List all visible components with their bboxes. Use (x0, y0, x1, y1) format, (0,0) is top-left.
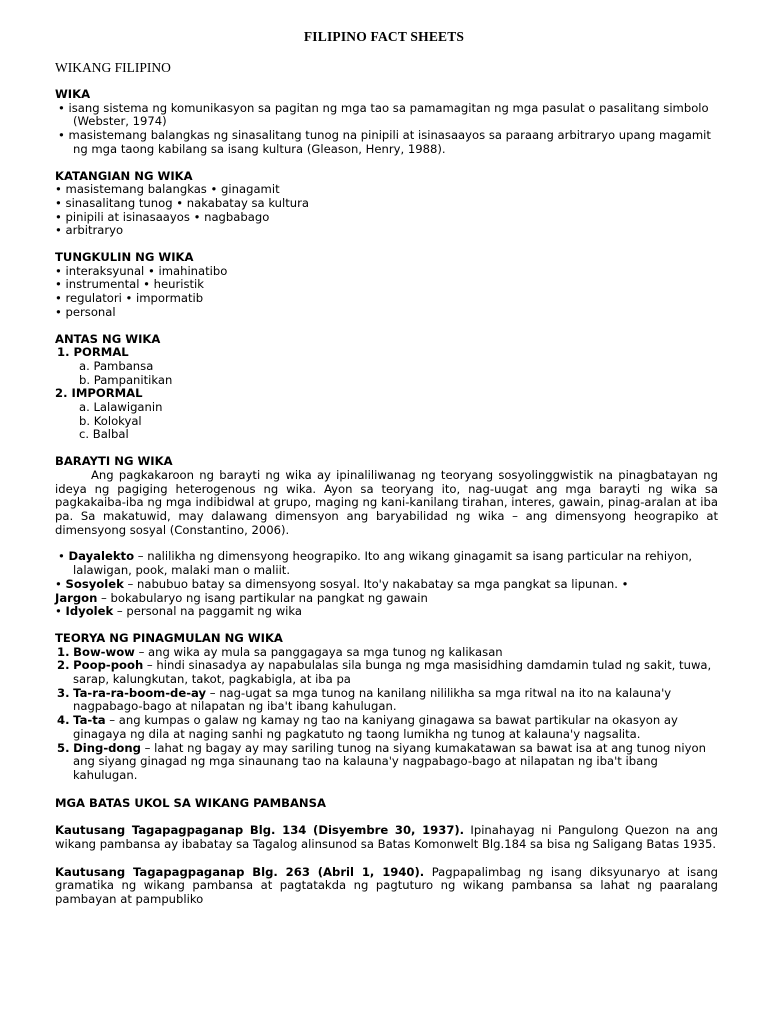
list-item: • sinasalitang tunog • nakabatay sa kultura (55, 195, 310, 210)
section-heading: BARAYTI NG WIKA (55, 454, 173, 469)
list-item (55, 592, 718, 606)
definition: – nalilikha ng dimensyong heograpiko. Ito ang wikang ginagamit sa isang particular na rehiyon, lalawigan, pook, malaki man o maliit. (73, 549, 693, 578)
list-item: • masistemang balangkas ng sinasalitang tunog na pinipili at isinasaayos sa paraang arbitraryo upang magamit ng mga taong kabilang sa isang kultura (Gleason, Henry, 1988). (58, 128, 711, 156)
term: Ding-dong (73, 740, 141, 755)
section-heading: KATANGIAN NG WIKA (55, 168, 193, 183)
definition: – nag-ugat sa mga tunog na kanilang nililikha sa mga ritwal na ito na kalauna'y nagpabago-bago at nilapatan ng iba't ibang kahulugan. (73, 685, 672, 714)
definition: – hindi sinasadya ay napabulalas sila bunga ng mga masisidhing damdamin tulad ng sakit, tuwa, sarap, kalungkutan, takot, pagkabigla, at iba pa (73, 658, 712, 687)
term: Dayalekto (68, 549, 135, 564)
list-item: a. Lalawiganin (79, 400, 163, 415)
section-wika (55, 88, 718, 157)
list-item: • personal (55, 304, 116, 319)
definition: – ang wika ay mula sa panggagaya sa mga tunog ng kalikasan (134, 644, 503, 659)
law-description: Ipinahayag ni Pangulong Quezon na ang wikang pambansa ay ibabatay sa Tagalog alinsunod sa Batas Komonwelt Blg.184 sa bisa ng Saligang Batas 1935. (55, 823, 718, 852)
list-item: • Idyolek – personal na paggamit ng wika (55, 604, 303, 619)
term: Bow-wow (73, 644, 135, 659)
list-item: • Dayalekto – nalilikha ng dimensyong heograpiko. Ito ang wikang ginagamit sa isang particular na rehiyon, lalawigan, pook, malaki man o maliit. (58, 549, 693, 578)
list-item: b. Kolokyal (79, 413, 142, 428)
section-antas (55, 333, 718, 443)
list-item (55, 742, 718, 783)
document-body (55, 88, 718, 907)
list-item: • pinipili at isinasaayos • nagbabago (55, 209, 270, 224)
section-heading: TUNGKULIN NG WIKA (55, 250, 194, 265)
document-subtitle: WIKANG FILIPINO (55, 60, 171, 75)
list-item (55, 714, 718, 741)
section-heading: WIKA (55, 87, 91, 101)
definition: – personal na paggamit ng wika (113, 604, 303, 619)
section-teorya (55, 632, 718, 783)
law-entry (55, 824, 718, 851)
list-item (55, 646, 718, 660)
list-item-heading: 2. IMPORMAL (55, 386, 143, 401)
definition: – ang kumpas o galaw ng kamay ng tao na kaniyang ginagawa sa bawat partikular na okasyon ay ginagaya ng dila at naging sanhi ng pagkatuto ng taong lumikha ng tunog at kalauna'y nagsalita. (73, 713, 678, 741)
term: Idyolek (65, 604, 114, 619)
section-heading: TEORYA NG PINAGMULAN NG WIKA (55, 630, 283, 645)
section-katangian (55, 170, 718, 239)
list-item: a. Pambansa (79, 358, 154, 373)
section-barayti (55, 455, 718, 619)
item-number: 4. (57, 713, 70, 728)
list-item: • isang sistema ng komunikasyon sa pagitan ng mga tao sa pamamagitan ng mga pasulat o pasalitang simbolo (Webster, 1974) (58, 100, 709, 129)
paragraph: Ang pagkakaroon ng barayti ng wika ay ipinaliliwanag ng teoryang sosyolinggwistik na pinagbatayan ng ideya ng pagiging heterogenous ng wika. Ayon sa teoryang ito, nag-uugat ang mga barayti ng wika sa pagkakaiba-iba ng mga indibidwal at grupo, maging ng kani-kanilang tirahan, interes, gawain, pinag-aralan at iba pa. Sa makatuwid, may dalawang dimensyon ang baryabilidad ng wika – ang dimensyong heograpiko at dimensyong sosyal (Constantino, 2006). (55, 467, 718, 537)
term: Jargon (55, 590, 98, 605)
term: Poop-pooh (73, 658, 144, 673)
list-item: • interaksyunal • imahinatibo (55, 263, 228, 278)
law-description: Pagpapalimbag ng isang diksyunaryo at isang gramatika ng wikang pambansa at pagtatakda ng pagtuturo ng wikang pambansa sa lahat ng paaralang pambayan at pampubliko (55, 864, 718, 907)
term: Sosyolek (65, 576, 124, 591)
definition: – lahat ng bagay ay may sariling tunog na siyang kumakatawan sa bawat isa at ang tunog niyon ang siyang ginagad ng mga sinaunang tao na kalauna'y nagpabago-bago at nilapatan ng iba't ibang kahulugan. (73, 740, 706, 782)
law-title: Kautusang Tagapagpaganap Blg. 134 (Disyembre 30, 1937). (55, 823, 465, 838)
list-item: b. Pampanitikan (79, 372, 173, 387)
item-number: 2. (57, 658, 70, 673)
list-item: • Sosyolek – nabubuo batay sa dimensyong sosyal. Ito'y nakabatay sa mga pangkat sa lipunan. • (55, 576, 629, 591)
document-title: FILIPINO FACT SHEETS (303, 29, 465, 44)
list-item: • regulatori • impormatib (55, 291, 204, 306)
list-item: • instrumental • heuristik (55, 277, 204, 292)
term: Ta-ra-ra-boom-de-ay (73, 685, 207, 700)
list-item: • masistemang balangkas • ginagamit (55, 182, 280, 197)
list-item: • arbitraryo (55, 223, 124, 238)
list-item (55, 659, 718, 686)
item-number: 1. (57, 644, 70, 659)
item-number: 3. (57, 685, 70, 700)
definition: – nabubuo batay sa dimensyong sosyal. Ito'y nakabatay sa mga pangkat sa lipunan. • (123, 576, 629, 591)
item-number: 5. (57, 740, 70, 755)
section-batas (55, 797, 718, 907)
law-entry (55, 866, 718, 907)
list-item (55, 687, 718, 714)
section-heading: MGA BATAS UKOL SA WIKANG PAMBANSA (55, 795, 326, 810)
list-item-heading: 1. PORMAL (57, 345, 129, 360)
definition: – bokabularyo ng isang partikular na pangkat ng gawain (97, 590, 428, 605)
term: Ta-ta (73, 713, 106, 728)
list-item: c. Balbal (79, 427, 129, 442)
section-heading: ANTAS NG WIKA (55, 331, 161, 346)
law-title: Kautusang Tagapagpaganap Blg. 263 (Abril 1, 1940). (55, 864, 425, 879)
section-tungkulin (55, 251, 718, 320)
